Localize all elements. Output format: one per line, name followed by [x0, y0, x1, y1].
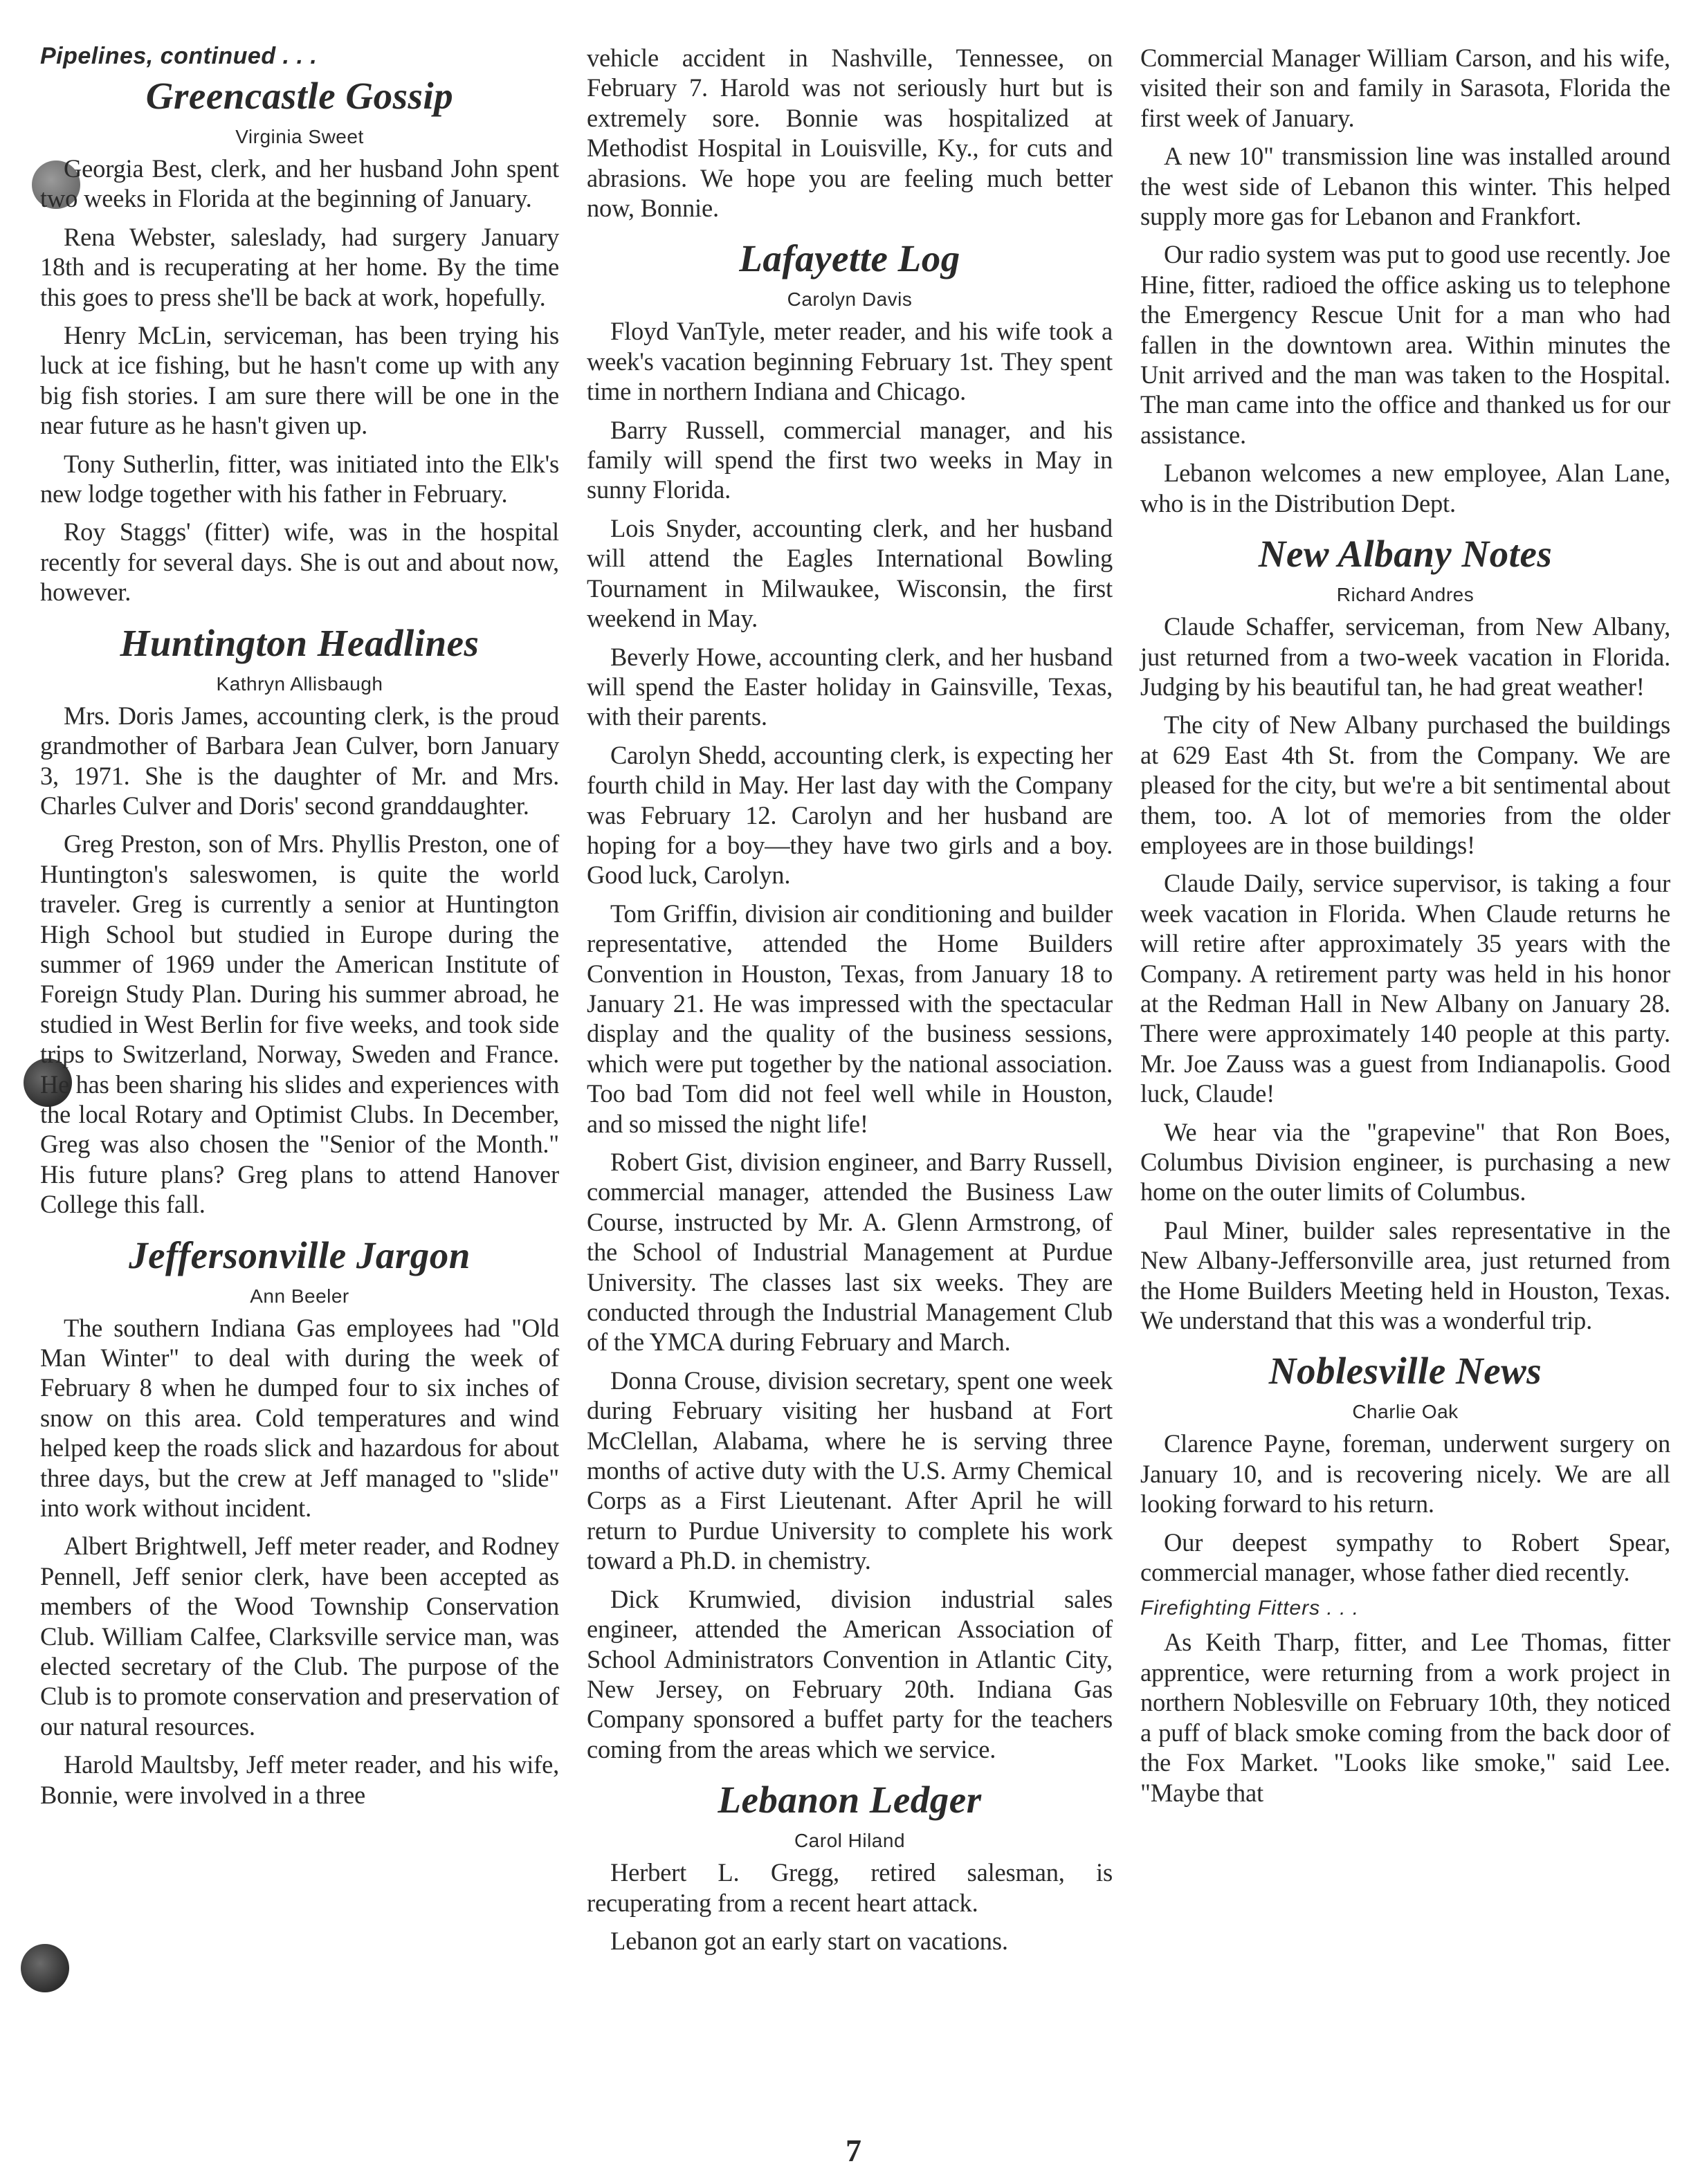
paragraph: Tom Griffin, division air conditioning and builder representative, attended the Home Builders Convention in Houston, Texas, from January 18 to January 21. He was impressed with the spectacular display and the quality of the business sessions, which were put together by the national association. Too bad Tom did not feel well while in Houston, and so missed the night life! — [587, 899, 1113, 1138]
paragraph: As Keith Tharp, fitter, and Lee Thomas, fitter apprentice, were returning from a work project in northern Noblesville on February 10th, they noticed a puff of black smoke coming from the back door of the Fox Market. "Looks like smoke," said Lee. "Maybe that — [1140, 1628, 1670, 1807]
paragraph: Robert Gist, division engineer, and Barry Russell, commercial manager, attended the Business Law Course, instructed by Mr. A. Glenn Armstrong, of the School of Industrial Management at Purdue University. The classes last six weeks. They are conducted through the Industrial Management Club of the YMCA during February and March. — [587, 1148, 1113, 1357]
section-title-huntington: Huntington Headlines — [120, 621, 480, 664]
paragraph-continued: Commercial Manager William Carson, and his wife, visited their son and family in Sarasota, Florida the first week of January. — [1140, 44, 1670, 132]
paragraph: Rena Webster, saleslady, had surgery January 18th and is recuperating at her home. By the time this goes to press she'll be back at work, hopefully. — [40, 222, 559, 311]
paragraph: Herbert L. Gregg, retired salesman, is recuperating from a recent heart attack. — [587, 1858, 1113, 1917]
byline-lafayette: Carolyn Davis — [787, 288, 913, 311]
byline-new-albany: Richard Andres — [1336, 584, 1475, 606]
section-title-lafayette: Lafayette Log — [739, 237, 960, 280]
paragraph: Greg Preston, son of Mrs. Phyllis Preston, one of Huntington's saleswomen, is quite the world traveler. Greg is currently a senior at Huntington High School but studied in Europe during the summer of 1969 under the American Institute of Foreign Study Plan. During his summer abroad, he studied in West Berlin for five weeks, and took side trips to Switzerland, Norway, Sweden and France. He has been sharing his slides and experiences with the local Rotary and Optimist Clubs. In December, Greg was also chosen the "Senior of the Month." His future plans? Greg plans to attend Hanover College this fall. — [40, 829, 559, 1219]
continued-kicker: Pipelines, continued . . . — [40, 43, 318, 69]
paragraph: Georgia Best, clerk, and her husband John spent two weeks in Florida at the beginning of January. — [40, 154, 559, 213]
punch-hole — [21, 1944, 69, 1992]
section-title-greencastle: Greencastle Gossip — [145, 75, 454, 117]
byline-noblesville: Charlie Oak — [1352, 1401, 1459, 1423]
paragraph: Beverly Howe, accounting clerk, and her husband will spend the Easter holiday in Gainsville, Texas, with their parents. — [587, 642, 1113, 731]
paragraph: Henry McLin, serviceman, has been trying his luck at ice fishing, but he hasn't come up with any big fish stories. I am sure there will be one in the near future as he hasn't given up. — [40, 321, 559, 440]
section-title-noblesville: Noblesville News — [1268, 1350, 1542, 1393]
paragraph: Paul Miner, builder sales representative in the New Albany-Jeffersonville area, just returned from the Home Builders Meeting held in Houston, Texas. We understand that this was a wonderful trip. — [1140, 1215, 1670, 1335]
paragraph: Lebanon got an early start on vacations. — [610, 1926, 1008, 1955]
paragraph: Our deepest sympathy to Robert Spear, commercial manager, whose father died recently. — [1140, 1527, 1670, 1587]
paragraph: Roy Staggs' (fitter) wife, was in the hospital recently for several days. She is out and about now, however. — [40, 517, 559, 607]
paragraph: Carolyn Shedd, accounting clerk, is expecting her fourth child in May. Her last day with the Company was February 12. Carolyn and her husband are hoping for a boy—they have two girls and a boy. Good luck, Carolyn. — [587, 740, 1113, 890]
byline-huntington: Kathryn Allisbaugh — [216, 672, 383, 695]
paragraph: Our radio system was put to good use recently. Joe Hine, fitter, radioed the office asking us to telephone the Emergency Rescue Unit for a man who had fallen in the downtown area. Within minutes the Unit arrived and the man was taken to the Hospital. The man came into the office and thanked us for our assistance. — [1140, 240, 1670, 449]
paragraph: Claude Schaffer, serviceman, from New Albany, just returned from a two-week vacation in Florida. Judging by his beautiful tan, he had great weather! — [1140, 612, 1670, 701]
paragraph: The southern Indiana Gas employees had "Old Man Winter" to deal with during the week of February 8 when he dumped four to six inches of snow on this area. Cold temperatures and wind helped keep the roads slick and hazardous for about three days, but the crew at Jeff managed to "slide" into work without incident. — [40, 1313, 559, 1523]
paragraph: Floyd VanTyle, meter reader, and his wife took a week's vacation beginning February 1st. They spent time in northern Indiana and Chicago. — [587, 317, 1113, 406]
paragraph: Barry Russell, commercial manager, and his family will spend the first two weeks in May in sunny Florida. — [587, 415, 1113, 504]
column-left — [40, 43, 559, 1818]
column-middle — [587, 43, 1113, 1964]
paragraph: The city of New Albany purchased the buildings at 629 East 4th St. from the Company. We are pleased for the city, but we're a bit sentimental about them, too. A lot of memories from the older employees are in those buildings! — [1140, 710, 1670, 859]
paragraph: We hear via the "grapevine" that Ron Boes, Columbus Division engineer, is purchasing a new home on the outer limits of Columbus. — [1140, 1117, 1670, 1206]
section-title-new-albany: New Albany Notes — [1258, 533, 1553, 576]
paragraph: Harold Maultsby, Jeff meter reader, and his wife, Bonnie, were involved in a three — [40, 1750, 559, 1809]
column-right — [1140, 43, 1670, 1816]
byline-lebanon: Carol Hiland — [794, 1830, 906, 1852]
paragraph: Claude Daily, service supervisor, is taking a four week vacation in Florida. When Claude returns he will retire after approximately 35 years with the Company. A retirement party was held in his honor at the Redman Hall in New Albany on January 28. There were approximately 140 people at this party. Mr. Joe Zauss was a guest from Indianapolis. Good luck, Claude! — [1140, 869, 1670, 1108]
paragraph: Albert Brightwell, Jeff meter reader, and Rodney Pennell, Jeff senior clerk, have been accepted as members of the Wood Township Conservation Club. William Calfee, Clarksville service man, was elected secretary of the Club. The purpose of the Club is to promote conservation and preservation of our natural resources. — [40, 1532, 559, 1741]
paragraph: Lois Snyder, accounting clerk, and her husband will attend the Eagles International Bowling Tournament in Milwaukee, Wisconsin, the first weekend in May. — [587, 513, 1113, 633]
paragraph: Lebanon welcomes a new employee, Alan Lane, who is in the Distribution Dept. — [1140, 459, 1670, 517]
paragraph: A new 10" transmission line was installed around the west side of Lebanon this winter. This helped supply more gas for Lebanon and Frankfort. — [1140, 142, 1670, 231]
section-title-jeffersonville: Jeffersonville Jargon — [129, 1233, 471, 1276]
byline-jeffersonville: Ann Beeler — [250, 1285, 349, 1307]
paragraph: Clarence Payne, foreman, underwent surgery on January 10, and is recovering nicely. We are all looking forward to his return. — [1140, 1429, 1670, 1518]
paragraph: Donna Crouse, division secretary, spent one week during February visiting her husband at Fort McClellan, Alabama, where he is serving three months of active duty with the U.S. Army Chemical Corps as a First Lieutenant. After April he will return to Purdue University to complete his work toward a Ph.D. in chemistry. — [587, 1366, 1113, 1575]
paragraph: Mrs. Doris James, accounting clerk, is the proud grandmother of Barbara Jean Culver, born January 3, 1971. She is the daughter of Mr. and Mrs. Charles Culver and Doris' second granddaughter. — [40, 701, 559, 820]
byline-greencastle: Virginia Sweet — [235, 126, 364, 147]
paragraph-continued: vehicle accident in Nashville, Tennessee, on February 7. Harold was not seriously hurt but is extremely sore. Bonnie was hospitalized at Methodist Hospital in Louisville, Ky., for cuts and abrasions. We hope you are feeling much better now, Bonnie. — [587, 44, 1113, 223]
page-number: 7 — [846, 2133, 861, 2168]
subheading-firefighting: Firefighting Fitters . . . — [1140, 1597, 1360, 1620]
paragraph: Tony Sutherlin, fitter, was initiated into the Elk's new lodge together with his father in February. — [40, 449, 559, 508]
section-title-lebanon: Lebanon Ledger — [718, 1779, 982, 1821]
paragraph: Dick Krumwied, division industrial sales engineer, attended the American Association of School Administrators Convention in Atlantic City, New Jersey, on February 20th. Indiana Gas Company sponsored a buffet party for the teachers coming from the areas which we service. — [587, 1584, 1113, 1763]
